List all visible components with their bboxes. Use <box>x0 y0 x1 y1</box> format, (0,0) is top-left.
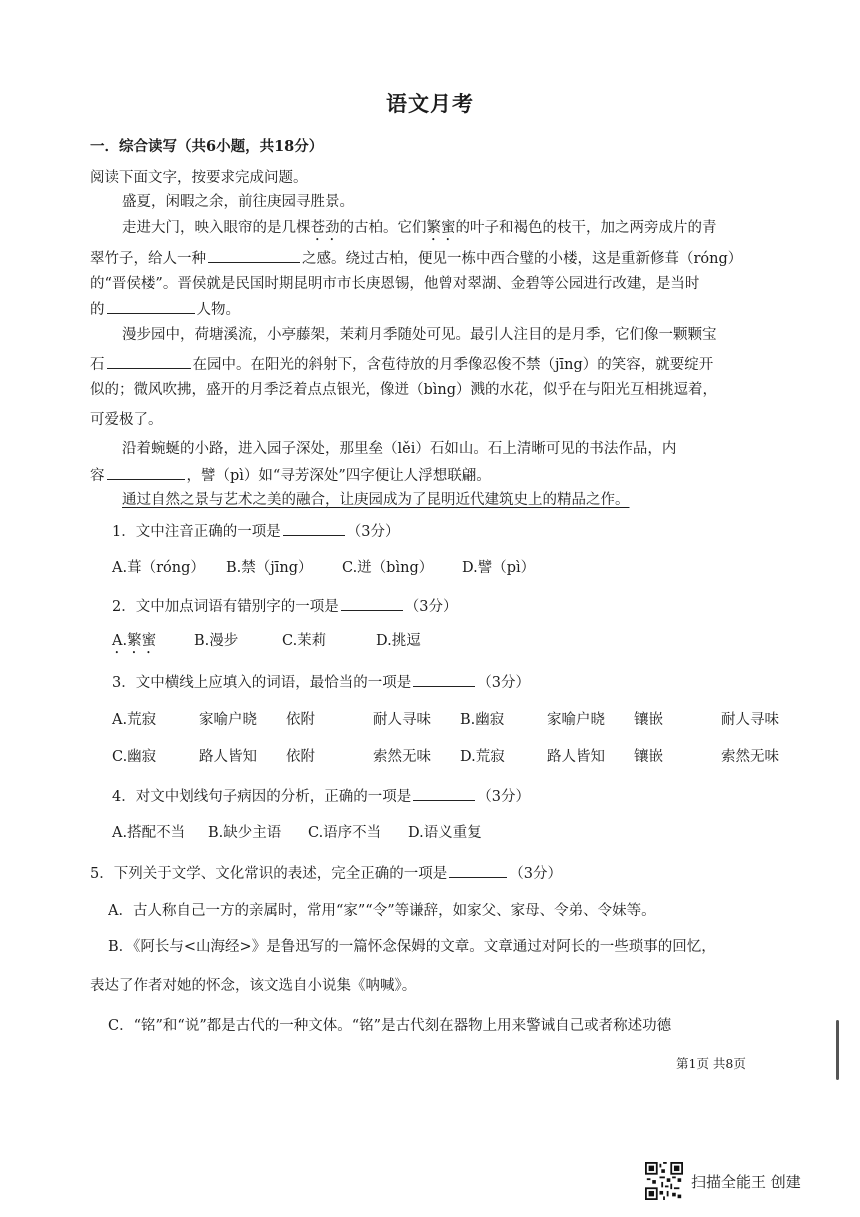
answer-blank <box>341 596 403 611</box>
option-word: 路人皆知 <box>199 749 257 765</box>
passage-paragraph-3-line-3: 似的；微风吹拂，盛开的月季泛着点点银光，像迸（bìng）溅的水花，似乎在与阳光互相挑逗着， <box>90 382 718 398</box>
option-word: 依附 <box>286 749 315 765</box>
option-b: B.禁（jīng） <box>226 560 313 576</box>
option-c: C.迸（bìng） <box>342 560 434 576</box>
dotted-word: 繁蜜 <box>426 220 456 236</box>
page-title: 语文月考 <box>386 91 474 116</box>
option-word: 耐人寻味 <box>721 712 779 728</box>
option-b: B.缺少主语 <box>208 825 282 841</box>
passage-paragraph-3-line-4: 可爱极了。 <box>90 412 163 428</box>
option-c: C.语序不当 <box>308 825 382 841</box>
passage-paragraph-2-line-1: 走进大门，映入眼帘的是几棵苍劲的古柏。它们繁蜜的叶子和褐色的枝干，加之两旁成片的青 <box>122 220 717 236</box>
option-a: A.繁蜜 <box>112 633 157 649</box>
question-5-option-c-line-1: C．“铭”和“说”都是古代的一种文体。“铭”是古代刻在器物上用来警诫自己或者称述功德 <box>108 1018 672 1034</box>
option-c: C.茉莉 <box>282 633 327 649</box>
question-2-stem: 2．文中加点词语有错别字的一项是 （3分） <box>112 596 857 617</box>
question-1-stem: 1．文中注音正确的一项是 （3分） <box>112 521 857 542</box>
question-5-stem: 5．下列关于文学、文化常识的表述，完全正确的一项是 （3分） <box>90 863 835 884</box>
fill-blank <box>208 248 300 263</box>
option-b: B.幽寂 <box>460 712 505 728</box>
option-word: 家喻户晓 <box>199 712 257 728</box>
option-a: A.搭配不当 <box>112 825 186 841</box>
question-5-option-b-line-2: 表达了作者对她的怀念，该文选自小说集《呐喊》。 <box>90 978 417 994</box>
option-word: 耐人寻味 <box>373 712 431 728</box>
watermark-text: 扫描全能王 创建 <box>691 1172 801 1191</box>
underlined-sentence: 通过自然之景与艺术之美的融合，让庚园成为了昆明近代建筑史上的精品之作。 <box>122 492 630 508</box>
option-c: C.幽寂 <box>112 749 157 765</box>
answer-blank <box>283 521 345 536</box>
question-2-options <box>112 631 802 657</box>
scanner-watermark <box>645 1162 801 1200</box>
question-1-options <box>112 558 802 578</box>
option-word: 镶嵌 <box>634 712 663 728</box>
option-b: B.漫步 <box>194 633 239 649</box>
fill-blank <box>107 465 185 480</box>
section-instruction: 阅读下面文字，按要求完成问题。 <box>90 170 308 186</box>
fill-blank <box>107 354 191 369</box>
question-4-options <box>112 823 802 843</box>
qr-code-icon <box>645 1162 683 1200</box>
question-3-options-row-1 <box>112 710 802 730</box>
passage-paragraph-3-line-1: 漫步园中，荷塘溪流，小亭藤架，茉莉月季随处可见。最引人注目的是月季，它们像一颗颗宝 <box>122 327 717 343</box>
passage-paragraph-2-line-2: 翠竹子，给人一种 之感。绕过古柏，便见一栋中西合璧的小楼，这是重新修葺（róng） <box>90 248 835 269</box>
question-4-stem: 4．对文中划线句子病因的分析，正确的一项是 （3分） <box>112 786 857 807</box>
option-word: 路人皆知 <box>547 749 605 765</box>
passage-paragraph-2-line-3: 的“晋侯楼”。晋侯就是民国时期昆明市市长庚恩锡，他曾对翠湖、金碧等公园进行改建，是当时 <box>90 276 700 292</box>
option-word: 镶嵌 <box>634 749 663 765</box>
passage-paragraph-2-line-4: 的 人物。 <box>90 299 835 320</box>
option-d: D.譬（pì） <box>462 560 536 576</box>
passage-paragraph-4-line-2: 容 ，譬（pì）如“寻芳深处”四字便让人浮想联翩。 <box>90 465 835 486</box>
answer-blank <box>413 786 475 801</box>
option-d: D.语义重复 <box>408 825 482 841</box>
option-word: 索然无味 <box>721 749 779 765</box>
option-word: 索然无味 <box>373 749 431 765</box>
answer-blank <box>449 863 507 878</box>
scan-edge-mark <box>836 1020 839 1080</box>
passage-paragraph-1: 盛夏，闲暇之余，前往庚园寻胜景。 <box>122 194 354 210</box>
option-d: D.荒寂 <box>460 749 505 765</box>
passage-paragraph-4-line-1: 沿着蜿蜒的小路，进入园子深处，那里垒（lěi）石如山。石上清晰可见的书法作品，内 <box>122 441 677 457</box>
option-a: A.葺（róng） <box>112 560 205 576</box>
option-word: 家喻户晓 <box>547 712 605 728</box>
option-a: A.荒寂 <box>112 712 157 728</box>
question-5-option-b-line-1: B．《阿长与<山海经>》是鲁迅写的一篇怀念保姆的文章。文章通过对阿长的一些琐事的回忆， <box>108 939 716 955</box>
option-d: D.挑逗 <box>376 633 421 649</box>
page-number: 第1页 共8页 <box>676 1056 746 1071</box>
option-word: 依附 <box>286 712 315 728</box>
question-3-stem: 3．文中横线上应填入的词语，最恰当的一项是 （3分） <box>112 672 857 693</box>
question-3-options-row-2 <box>112 747 802 767</box>
fill-blank <box>107 299 195 314</box>
section-heading: 一．综合读写（共6小题，共18分） <box>90 138 324 155</box>
passage-paragraph-3-line-2: 石 在园中。在阳光的斜射下，含苞待放的月季像忍俊不禁（jīng）的笑容，就要绽开 <box>90 354 835 375</box>
answer-blank <box>413 672 475 687</box>
question-5-option-a: A．古人称自己一方的亲属时，常用“家”“令”等谦辞，如家父、家母、令弟、令妹等。 <box>108 903 656 919</box>
dotted-word: 苍劲 <box>310 220 340 236</box>
